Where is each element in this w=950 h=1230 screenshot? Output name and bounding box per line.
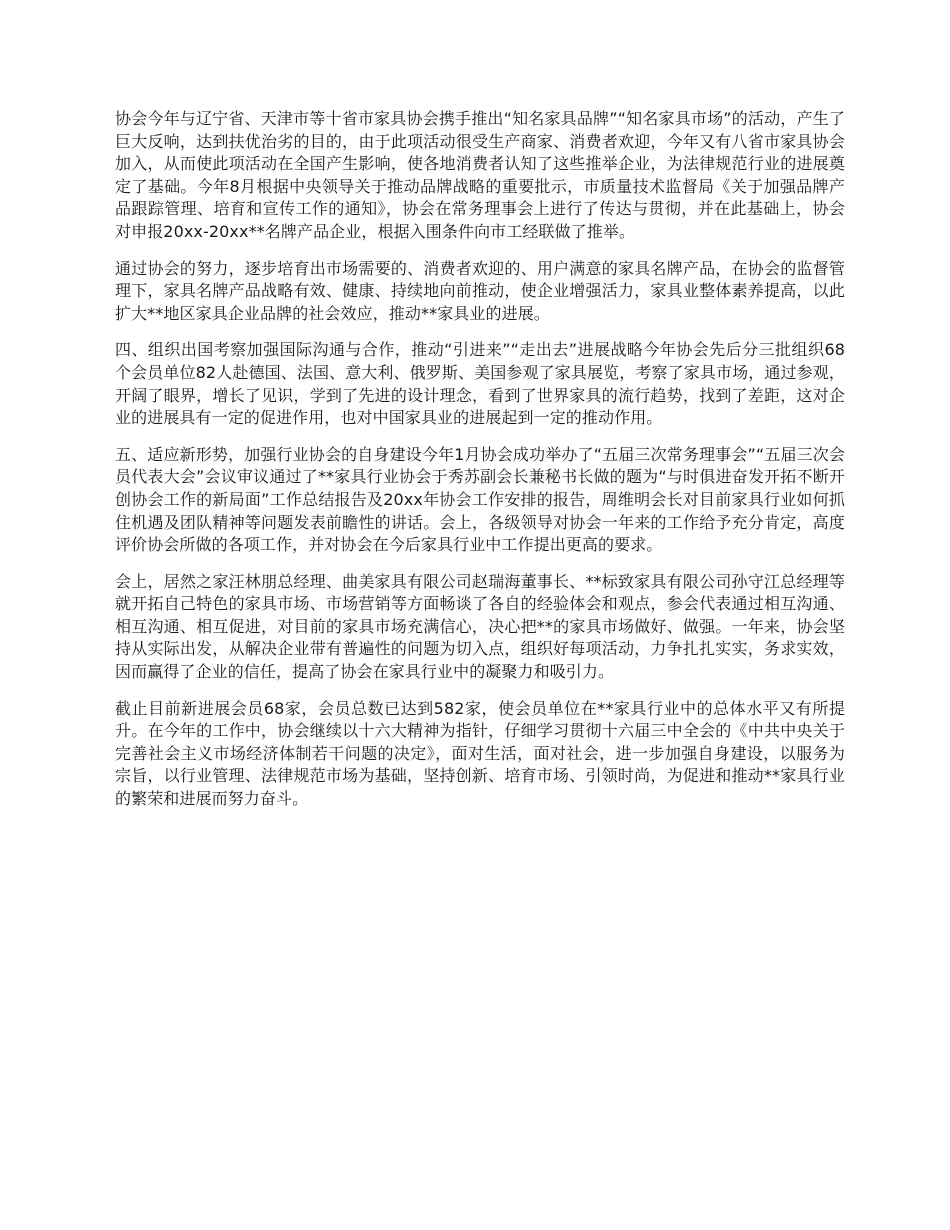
paragraph-2: 通过协会的努力，逐步培育出市场需要的、消费者欢迎的、用户满意的家具名牌产品，在协会的监督管理下，家具名牌产品战略有效、健康、持续地向前推动，使企业增强活力，家具业整体素养提高，以此扩大**地区家具企业品牌的社会效应，推动**家具业的进展。 — [115, 258, 845, 323]
paragraph-5: 会上，居然之家汪林朋总经理、曲美家具有限公司赵瑞海董事长、**标致家具有限公司孙守江总经理等就开拓自己特色的家具市场、市场营销等方面畅谈了各自的经验体会和观点，参会代表通过相互沟通、相互沟通、相互促进，对目前的家具市场充满信心，决心把**的家具市场做好、做强。一年来，协会坚持从实际出发，从解决企业带有普遍性的问题为切入点，组织好每项活动，力争扎扎实实，务求实效，因而赢得了企业的信任，提高了协会在家具行业中的凝聚力和吸引力。 — [115, 571, 845, 682]
paragraph-4: 五、适应新形势，加强行业协会的自身建设今年1月协会成功举办了“五届三次常务理事会”“五届三次会员代表大会”会议审议通过了**家具行业协会于秀苏副会长兼秘书长做的题为“与时俱进奋发开拓不断开创协会工作的新局面”工作总结报告及20xx年协会工作安排的报告，周维明会长对目前家具行业如何抓住机遇及团队精神等问题发表前瞻性的讲话。会上，各级领导对协会一年来的工作给予充分肯定，高度评价协会所做的各项工作，并对协会在今后家具行业中工作提出更高的要求。 — [115, 444, 845, 555]
paragraph-1: 协会今年与辽宁省、天津市等十省市家具协会携手推出“知名家具品牌”“知名家具市场”的活动，产生了巨大反响，达到扶优治劣的目的，由于此项活动很受生产商家、消费者欢迎，今年又有八省市家具协会加入，从而使此项活动在全国产生影响，使各地消费者认知了这些推举企业，为法律规范行业的进展奠定了基础。今年8月根据中央领导关于推动品牌战略的重要批示，市质量技术监督局《关于加强品牌产品跟踪管理、培育和宣传工作的通知》，协会在常务理事会上进行了传达与贯彻，并在此基础上，协会对申报20xx-20xx**名牌产品企业，根据入围条件向市工经联做了推举。 — [115, 109, 845, 241]
paragraph-6: 截止目前新进展会员68家，会员总数已达到582家，使会员单位在**家具行业中的总体水平又有所提升。在今年的工作中，协会继续以十六大精神为指针，仔细学习贯彻十六届三中全会的《中共中央关于完善社会主义市场经济体制若干问题的决定》，面对生活，面对社会，进一步加强自身建设，以服务为宗旨，以行业管理、法律规范市场为基础，坚持创新、培育市场、引领时尚，为促进和推动**家具行业的繁荣和进展而努力奋斗。 — [115, 698, 845, 809]
paragraph-3: 四、组织出国考察加强国际沟通与合作，推动“引进来”“走出去”进展战略今年协会先后分三批组织68个会员单位82人赴德国、法国、意大利、俄罗斯、美国参观了家具展览，考察了家具市场，通过参观，开阔了眼界，增长了见识，学到了先进的设计理念，看到了世界家具的流行趋势，找到了差距，这对企业的进展具有一定的促进作用，也对中国家具业的进展起到一定的推动作用。 — [115, 340, 845, 428]
document-body — [115, 108, 845, 825]
